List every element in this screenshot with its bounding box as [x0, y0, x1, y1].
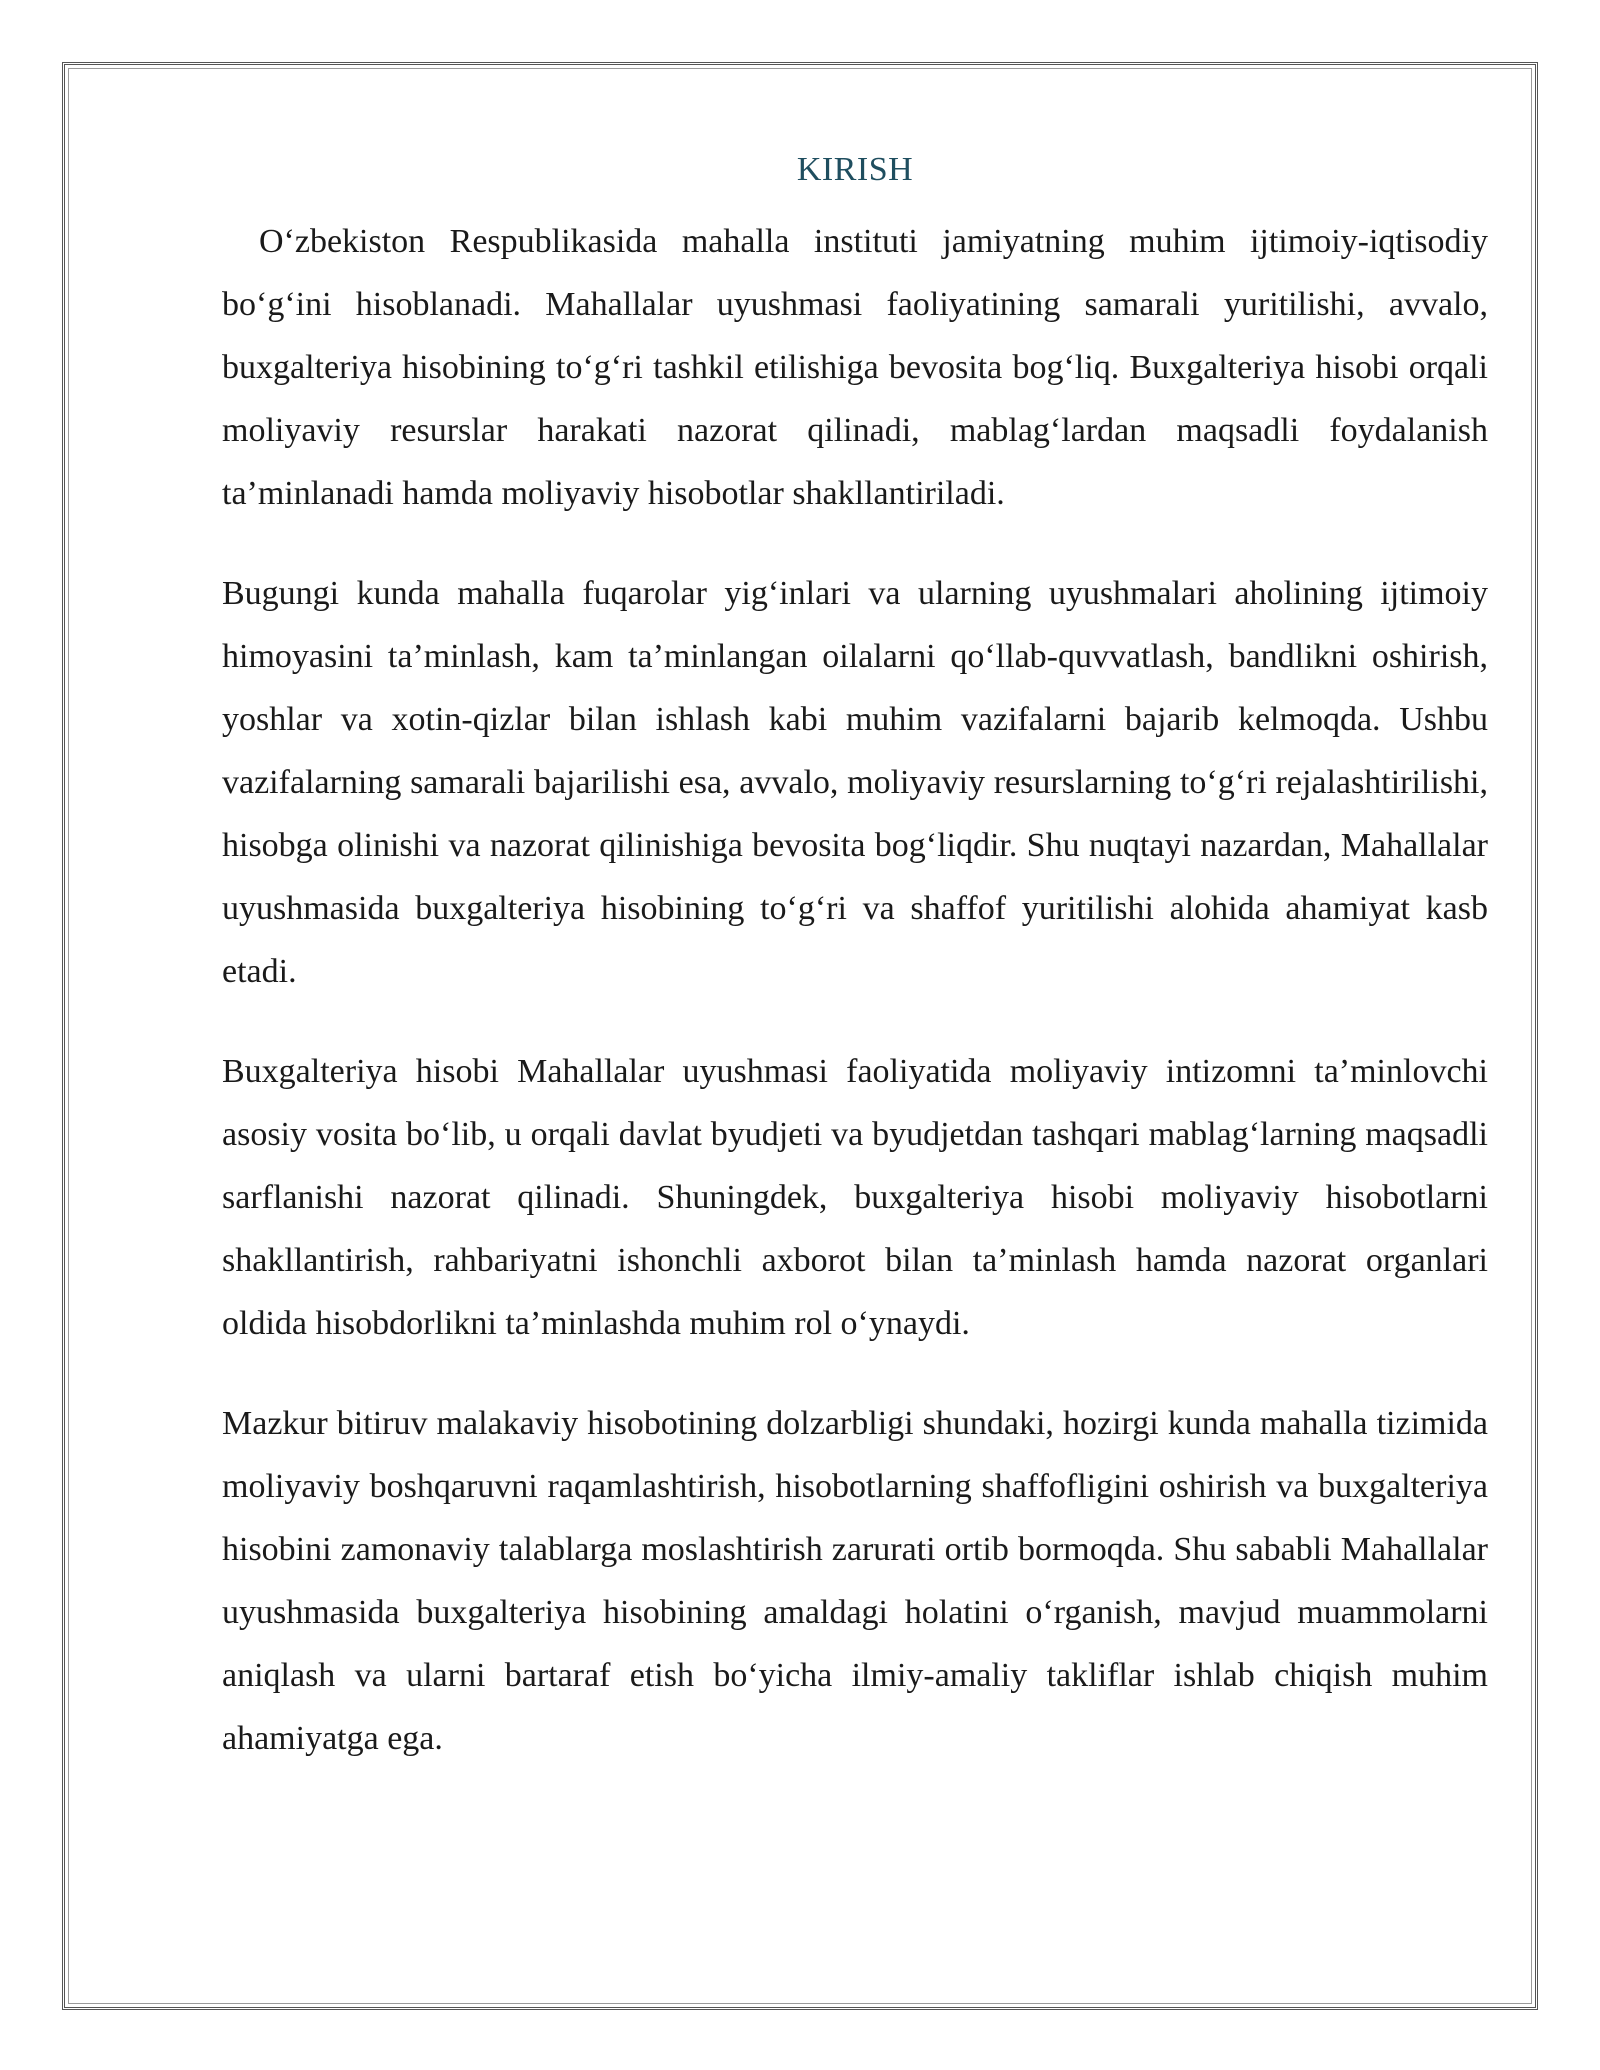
paragraph-2: Bugungi kunda mahalla fuqarolar yig‘inlari va ularning uyushmalari aholining ijtimoiy himoyasini ta’minlash, kam ta’minlangan oilalarni qo‘llab-quvvatlash, bandlikni oshirish, yoshlar va xotin-qizlar bilan ishlash kabi muhim vazifalarni bajarib kelmoqda. Ushbu vazifalarning samarali bajarilishi esa, avvalo, moliyaviy resurslarning to‘g‘ri rejalashtirilishi, hisobga olinishi va nazorat qilinishiga bevosita bog‘liqdir. Shu nuqtayi nazardan, Mahallalar uyushmasida buxgalteriya hisobining to‘g‘ri va shaffof yuritilishi alohida ahamiyat kasb etadi.	[222, 575, 1488, 990]
paragraph-4: Mazkur bitiruv malakaviy hisobotining dolzarbligi shundaki, hozirgi kunda mahalla tizimida moliyaviy boshqaruvni raqamlashtirish, hisobotlarning shaffofligini oshirish va buxgalteriya hisobini zamonaviy talablarga moslashtirish zarurati ortib bormoqda. Shu sababli Mahallalar uyushmasida buxgalteriya hisobining amaldagi holatini o‘rganish, mavjud muammolarni aniqlash va ularni bartaraf etish bo‘yicha ilmiy-amaliy takliflar ishlab chiqish muhim ahamiyatga ega.	[222, 1405, 1488, 1757]
paragraph-1: O‘zbekiston Respublikasida mahalla instituti jamiyatning muhim ijtimoiy-iqtisodiy bo‘g‘ini hisoblanadi. Mahallalar uyushmasi faoliyatining samarali yuritilishi, avvalo, buxgalteriya hisobining to‘g‘ri tashkil etilishiga bevosita bog‘liq. Buxgalteriya hisobi orqali moliyaviy resurslar harakati nazorat qilinadi, mablag‘lardan maqsadli foydalanish ta’minlanadi hamda moliyaviy hisobotlar shakllantiriladi.	[222, 223, 1488, 512]
document-body	[222, 140, 1488, 1807]
section-title: KIRISH	[796, 151, 914, 188]
paragraph-3: Buxgalteriya hisobi Mahallalar uyushmasi faoliyatida moliyaviy intizomni ta’minlovchi asosiy vosita bo‘lib, u orqali davlat byudjeti va byudjetdan tashqari mablag‘larning maqsadli sarflanishi nazorat qilinadi. Shuningdek, buxgalteriya hisobi moliyaviy hisobotlarni shakllantirish, rahbariyatni ishonchli axborot bilan ta’minlash hamda nazorat organlari oldida hisobdorlikni ta’minlashda muhim rol o‘ynaydi.	[222, 1053, 1488, 1342]
